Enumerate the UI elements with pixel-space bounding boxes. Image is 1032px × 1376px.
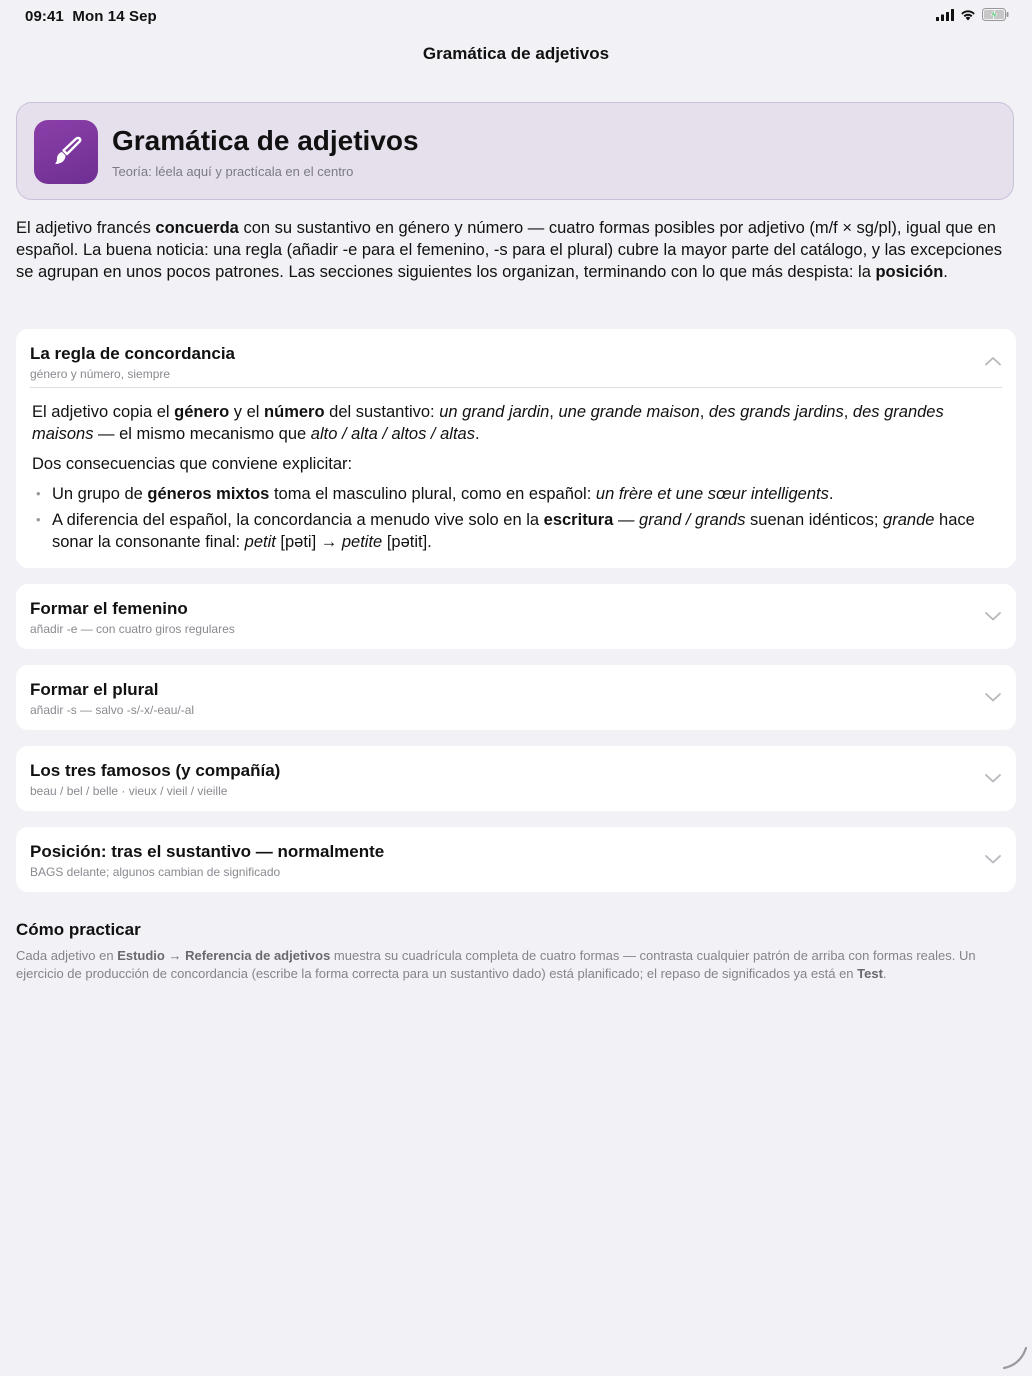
section-divider [30, 387, 1002, 388]
section-feminine[interactable] [16, 584, 1016, 649]
section-famous-three[interactable] [16, 746, 1016, 811]
intro-text: con su sustantivo en género y número — cuatro formas posibles por adjetivo (m/f × sg/pl), igual que en español. La buena noticia: una regla (añadir -e para el femenino, -s para el plural) cubre la mayor parte del catálogo, y las excepciones se agrupan en unos pocos patrones. Las secciones siguientes los organizan, terminando con lo que más despista: la [16, 219, 1002, 281]
bold-text: Estudio → Referencia de adjetivos [117, 948, 331, 963]
status-icons [936, 8, 1010, 21]
text: , [549, 403, 559, 421]
section-title: Formar el plural [30, 680, 159, 699]
chevron-down-icon [984, 853, 1002, 865]
text: Un grupo de [52, 485, 148, 503]
bullet-item [32, 483, 992, 505]
status-bar [0, 0, 1032, 34]
body-paragraph [32, 401, 992, 445]
battery-charging-icon [982, 8, 1010, 21]
section-title: Posición: tras el sustantivo — normalmente [30, 842, 385, 861]
bullet-list [32, 483, 992, 553]
text: — [613, 511, 640, 529]
text: , [843, 403, 853, 421]
text: El adjetivo copia el [32, 403, 175, 421]
status-time [25, 8, 157, 25]
intro-bold: posición [875, 263, 944, 281]
example: un frère et une sœur intelligents [595, 485, 829, 503]
practice-title: Cómo practicar [16, 920, 141, 939]
scroll-corner-indicator [1002, 1344, 1028, 1370]
hero-title: Gramática de adjetivos [112, 125, 419, 156]
section-header[interactable] [16, 329, 1016, 387]
text: . [882, 966, 887, 981]
body-paragraph: Dos consecuencias que conviene explicitar: [32, 455, 353, 473]
chevron-up-icon [984, 355, 1002, 367]
text: hace sonar la consonante final: [52, 511, 975, 551]
bold-text: escritura [543, 511, 614, 529]
example: une grande maison [558, 403, 700, 421]
example: grande [883, 511, 935, 529]
example: alto / alta / altos / altas [310, 425, 475, 443]
section-title: La regla de concordancia [30, 344, 236, 363]
section-position[interactable] [16, 827, 1016, 892]
chevron-down-icon [984, 610, 1002, 622]
text: muestra su cuadrícula completa de cuatro formas — contrasta cualquier patrón de arriba con formas reales. Un ejercicio de producción de concordancia (escribe la forma correcta para un sustantivo dado) está planificado; el repaso de significados ya está en [16, 948, 976, 981]
text: . [828, 485, 834, 503]
section-subtitle: BAGS delante; algunos cambian de significado [30, 865, 281, 879]
text: , [699, 403, 709, 421]
bold-text: número [264, 403, 325, 421]
intro-text: El adjetivo francés [16, 219, 156, 237]
example: petit [244, 533, 276, 551]
intro-bold: concuerda [155, 219, 239, 237]
text: . [474, 425, 480, 443]
section-plural[interactable] [16, 665, 1016, 730]
text: del sustantivo: [324, 403, 440, 421]
hero-icon-tile [34, 120, 98, 184]
section-title: Los tres famosos (y compañía) [30, 761, 281, 780]
nav-title: Gramática de adjetivos [422, 44, 610, 63]
example: un grand jardin [439, 403, 550, 421]
text: A diferencia del español, la concordancia a menudo vive solo en la [52, 511, 544, 529]
section-subtitle: añadir -e — con cuatro giros regulares [30, 622, 235, 636]
bullet-item [32, 509, 992, 553]
text: [pəti] → [275, 533, 342, 551]
example: grand / grands [639, 511, 746, 529]
section-subtitle: añadir -s — salvo -s/-x/-eau/-al [30, 703, 195, 717]
status-clock: 09:41 [25, 8, 64, 25]
hero-banner [16, 102, 1014, 200]
bold-text: géneros mixtos [147, 485, 270, 503]
practice-text [16, 947, 1016, 983]
text: [pətit]. [382, 533, 432, 551]
bold-text: género [174, 403, 230, 421]
chevron-down-icon [984, 772, 1002, 784]
hero-subtitle: Teoría: léela aquí y practícala en el centro [112, 164, 354, 179]
example: des grands jardins [708, 403, 844, 421]
chevron-down-icon [984, 691, 1002, 703]
example: petite [341, 533, 383, 551]
intro-text: . [943, 263, 948, 281]
section-body [32, 401, 992, 557]
wifi-icon [960, 9, 976, 21]
section-subtitle: beau / bel / belle · vieux / vieil / vieille [30, 784, 228, 798]
intro-paragraph [16, 217, 1016, 283]
example: des grandes maisons [32, 403, 944, 443]
text: y el [229, 403, 265, 421]
text: Cada adjetivo en [16, 948, 118, 963]
text: toma el masculino plural, como en español: [269, 485, 596, 503]
text: — el mismo mecanismo que [93, 425, 311, 443]
section-title: Formar el femenino [30, 599, 188, 618]
section-subtitle: género y número, siempre [30, 367, 171, 381]
section-agreement-rule [16, 329, 1016, 568]
text: suenan idénticos; [745, 511, 884, 529]
status-date: Mon 14 Sep [72, 8, 157, 25]
paintbrush-icon [47, 133, 85, 171]
bold-text: Test [857, 966, 883, 981]
signal-icon [936, 9, 954, 21]
